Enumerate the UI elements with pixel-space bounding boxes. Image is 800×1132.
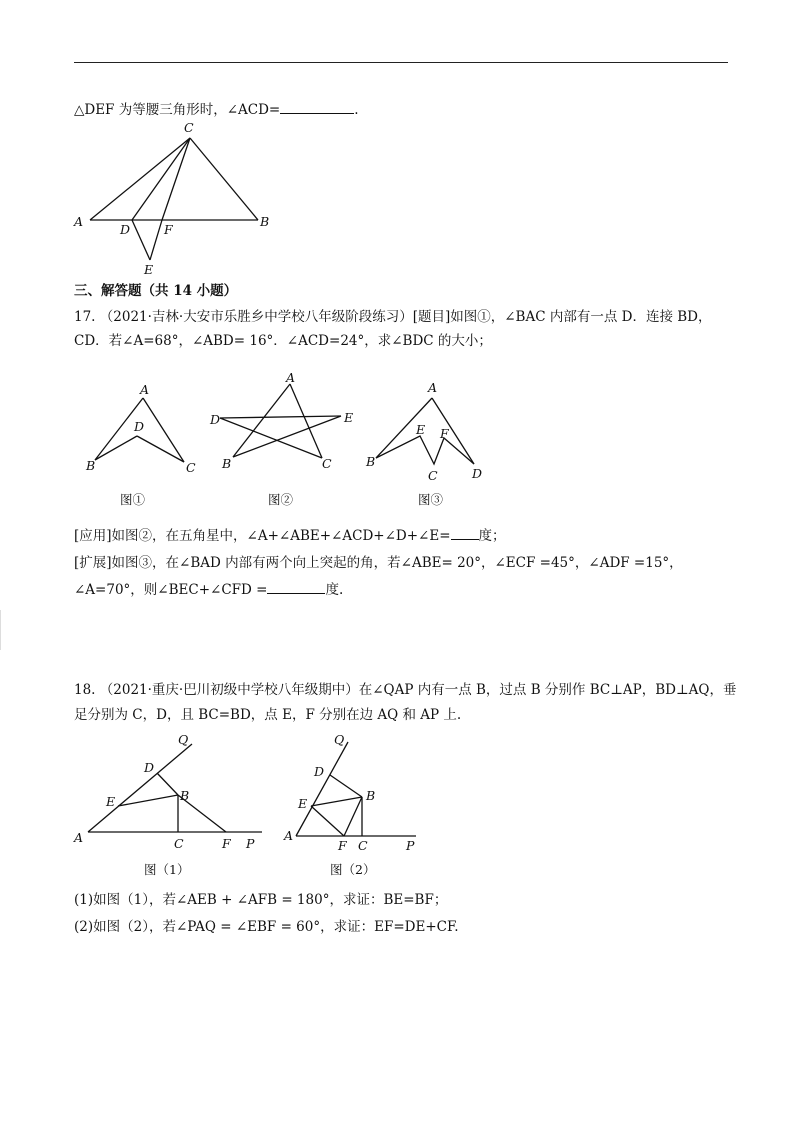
ray-AQ — [88, 744, 192, 832]
label-A: A — [140, 382, 150, 397]
label-F: F — [338, 838, 347, 853]
margin-mark — [0, 610, 1, 650]
label-D: D — [472, 466, 483, 481]
label-P: P — [246, 836, 255, 851]
caption-18-2: 图（2） — [330, 862, 376, 877]
q17-extension-blank[interactable] — [267, 581, 325, 594]
q18-part1: (1)如图（1），若∠AEB + ∠AFB = 180°，求证：BE=BF； — [74, 892, 448, 908]
label-A: A — [74, 214, 84, 229]
label-F: F — [164, 222, 173, 237]
caption-18-1: 图（1） — [144, 862, 190, 877]
label-E: E — [106, 794, 116, 809]
seg-AC — [143, 398, 184, 462]
label-A: A — [428, 380, 438, 395]
seg-CB — [190, 138, 258, 220]
seg-EB — [311, 797, 362, 806]
label-F: F — [440, 426, 449, 441]
label-P: P — [406, 838, 415, 853]
label-B: B — [222, 456, 232, 471]
label-D: D — [144, 760, 155, 775]
label-D: D — [314, 764, 325, 779]
seg-FE — [150, 220, 162, 260]
seg-DB — [157, 773, 178, 795]
q18-part2: (2)如图（2），若∠PAQ = ∠EBF = 60°，求证：EF=DE+CF. — [74, 919, 459, 935]
q17-application — [74, 527, 506, 545]
q17-line2: CD．若∠A=68°，∠ABD= 16°．∠ACD=24°，求∠BDC 的大小； — [74, 333, 492, 349]
q16-answer-blank[interactable] — [280, 101, 354, 114]
figure-17-1 — [80, 380, 210, 520]
label-C: C — [428, 468, 438, 483]
figure-18-2 — [282, 726, 442, 876]
seg-BF — [344, 797, 362, 836]
label-C: C — [358, 838, 368, 853]
label-A: A — [284, 828, 294, 843]
label-E: E — [144, 262, 154, 277]
figure-17-2 — [208, 372, 368, 522]
header-rule — [74, 62, 728, 63]
label-B: B — [366, 454, 376, 469]
ray-AQ — [296, 742, 348, 836]
q17-extension-text: ∠A=70°，则∠BEC+∠CFD = — [74, 582, 268, 598]
label-A: A — [74, 830, 84, 845]
label-C: C — [184, 120, 194, 135]
label-B: B — [366, 788, 376, 803]
caption-17-2: 图② — [268, 492, 294, 507]
q16-text: △DEF 为等腰三角形时，∠ACD= — [74, 102, 281, 118]
label-F: F — [222, 836, 231, 851]
q17-application-text: [应用]如图②，在五角星中，∠A+∠ABE+∠ACD+∠D+∠E= — [74, 528, 451, 544]
label-C: C — [174, 836, 184, 851]
q18-line1: 18. （2021·重庆·巴川初级中学校八年级期中）在∠QAP 内有一点 B，过点 B 分别作 BC⊥AP，BD⊥AQ，垂 — [74, 682, 737, 698]
label-Q: Q — [334, 732, 345, 747]
figure-17-3 — [362, 376, 502, 526]
q17-extension-line2 — [74, 581, 343, 599]
seg-DB — [330, 775, 362, 797]
q17-application-blank[interactable] — [451, 527, 479, 540]
q18-line2: 足分别为 C，D，且 BC=BD，点 E，F 分别在边 AQ 和 AP 上. — [74, 707, 462, 723]
figure-18-1 — [70, 726, 270, 876]
q17-line1: 17. （2021·吉林·大安市乐胜乡中学校八年级阶段练习）[题目]如图①，∠BAC 内部有一点 D．连接 BD， — [74, 309, 712, 325]
label-B: B — [180, 788, 190, 803]
figure-q16 — [70, 118, 290, 283]
label-C: C — [186, 460, 196, 475]
seg-BD — [95, 436, 137, 460]
q17-application-unit: 度； — [478, 528, 506, 544]
seg-ED — [220, 416, 341, 418]
label-E: E — [298, 796, 308, 811]
label-D: D — [210, 412, 221, 427]
seg-EF — [311, 806, 344, 836]
q16-answer-line — [74, 101, 359, 119]
q16-period: . — [354, 102, 359, 118]
label-Q: Q — [178, 732, 189, 747]
label-D: D — [120, 222, 131, 237]
caption-17-3: 图③ — [418, 492, 444, 507]
seg-DE — [132, 220, 150, 260]
label-A: A — [286, 370, 296, 385]
seg-DC — [137, 436, 184, 462]
label-E: E — [344, 410, 354, 425]
label-C: C — [322, 456, 332, 471]
label-E: E — [416, 422, 426, 437]
label-B: B — [86, 458, 96, 473]
seg-EB — [118, 795, 178, 806]
section-title: 三、解答题（共 14 小题） — [74, 283, 238, 299]
q17-extension-line1: [扩展]如图③，在∠BAD 内部有两个向上突起的角，若∠ABE= 20°，∠ECF =45°，∠ADF =15°， — [74, 555, 683, 571]
label-D: D — [134, 419, 145, 434]
caption-17-1: 图① — [120, 492, 146, 507]
label-B: B — [260, 214, 270, 229]
q17-extension-unit: 度. — [325, 582, 344, 598]
